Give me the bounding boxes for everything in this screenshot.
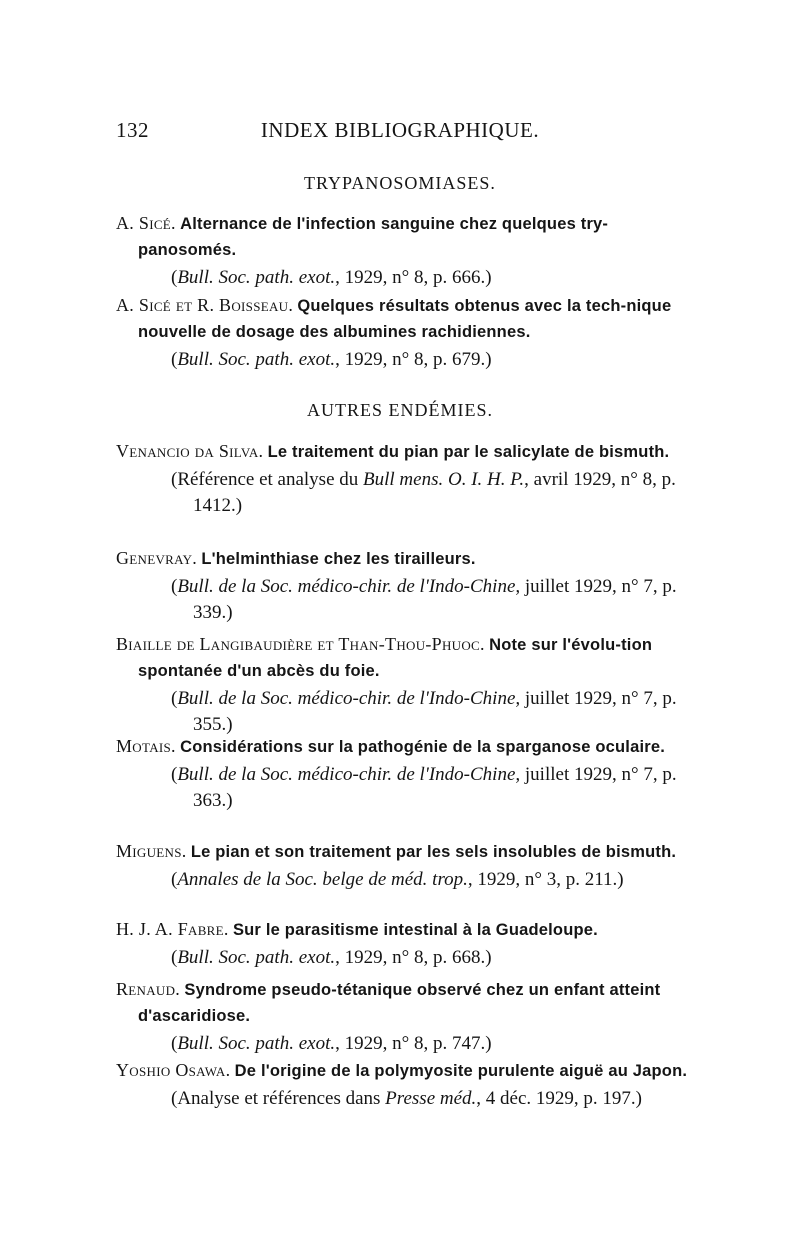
entry-title: L'helminthiase chez les tirailleurs.: [201, 550, 476, 568]
section-title: AUTRES ENDÉMIES.: [307, 400, 493, 420]
section-title: TRYPANOSOMIASES.: [304, 173, 496, 193]
citation-journal: Bull. de la Soc. médico-chir. de l'Indo-Chine,: [177, 576, 521, 597]
page-header: [116, 118, 684, 148]
entry-title: Note sur l'évolu-tion spontanée d'un abcès du foie.: [138, 636, 653, 680]
entry-title: Le pian et son traitement par les sels insolubles de bismuth.: [190, 843, 677, 861]
citation-journal: Bull. Soc. path. exot.: [177, 1033, 336, 1054]
entry-citation: (Analyse et références dans Presse méd., 4 déc. 1929, p. 197.): [171, 1088, 642, 1109]
entry-authors: Venancio da Silva.: [116, 441, 264, 461]
entry-title: Sur le parasitisme intestinal à la Guadeloupe.: [232, 921, 598, 939]
entry-title: De l'origine de la polymyosite purulente aiguë au Japon.: [234, 1062, 688, 1080]
entry-authors: Biaille de Langibaudière et Than-Thou-Phuoc.: [116, 634, 485, 654]
bibliography-entry: [116, 916, 690, 971]
citation-journal: Bull mens. O. I. H. P.: [363, 469, 525, 490]
entry-authors: Yoshio Osawa.: [116, 1060, 231, 1080]
entry-citation: (Bull. de la Soc. médico-chir. de l'Indo-Chine, juillet 1929, n° 7, p. 363.): [171, 764, 677, 811]
bibliography-entry: [116, 438, 690, 519]
bibliography-entry: [116, 210, 690, 291]
citation-journal: Bull. Soc. path. exot.: [177, 349, 336, 370]
entry-authors: A. Sicé.: [116, 213, 176, 233]
entry-authors: A. Sicé et R. Boisseau.: [116, 295, 294, 315]
entry-citation: (Bull. Soc. path. exot., 1929, n° 8, p. 747.): [171, 1033, 492, 1054]
entry-citation: (Bull. Soc. path. exot., 1929, n° 8, p. 679.): [171, 349, 492, 370]
bibliography-entry: [116, 733, 690, 814]
entry-authors: Renaud.: [116, 979, 181, 999]
citation-journal: Bull. de la Soc. médico-chir. de l'Indo-Chine,: [177, 688, 521, 709]
entry-citation: (Bull. Soc. path. exot., 1929, n° 8, p. 668.): [171, 947, 492, 968]
entry-title: Considérations sur la pathogénie de la sparganose oculaire.: [180, 738, 666, 756]
page-number: 132: [116, 118, 149, 142]
citation-journal: Bull. de la Soc. médico-chir. de l'Indo-Chine,: [177, 764, 521, 785]
entry-citation: (Annales de la Soc. belge de méd. trop., 1929, n° 3, p. 211.): [171, 869, 624, 890]
running-title: INDEX BIBLIOGRAPHIQUE.: [260, 118, 540, 142]
entry-authors: H. J. A. Fabre.: [116, 919, 229, 939]
entry-citation: (Bull. de la Soc. médico-chir. de l'Indo-Chine, juillet 1929, n° 7, p. 355.): [171, 688, 677, 735]
bibliography-entry: [116, 838, 690, 893]
entry-title: Alternance de l'infection sanguine chez quelques try-panosomés.: [138, 215, 609, 259]
bibliography-entry: [116, 545, 690, 626]
entry-citation: (Référence et analyse du Bull mens. O. I. H. P., avril 1929, n° 8, p. 1412.): [171, 469, 676, 516]
bibliography-entry: [116, 631, 690, 738]
bibliography-entry: [116, 976, 690, 1057]
entry-citation: (Bull. de la Soc. médico-chir. de l'Indo-Chine, juillet 1929, n° 7, p. 339.): [171, 576, 677, 623]
entry-title: Le traitement du pian par le salicylate de bismuth.: [267, 443, 670, 461]
citation-journal: Bull. Soc. path. exot.: [177, 267, 336, 288]
citation-journal: Presse méd.: [385, 1088, 477, 1109]
entry-title: Syndrome pseudo-tétanique observé chez un enfant atteint d'ascaridiose.: [138, 981, 661, 1025]
entry-citation: (Bull. Soc. path. exot., 1929, n° 8, p. 666.): [171, 267, 492, 288]
citation-journal: Annales de la Soc. belge de méd. trop.: [177, 869, 468, 890]
entry-authors: Motais.: [116, 736, 176, 756]
citation-journal: Bull. Soc. path. exot.: [177, 947, 336, 968]
bibliography-entry: [116, 292, 690, 373]
entry-authors: Miguens.: [116, 841, 187, 861]
bibliography-entry: [116, 1057, 690, 1112]
entry-authors: Genevray.: [116, 548, 198, 568]
entry-title: Quelques résultats obtenus avec la tech-nique nouvelle de dosage des albumines rachidiennes.: [138, 297, 672, 341]
